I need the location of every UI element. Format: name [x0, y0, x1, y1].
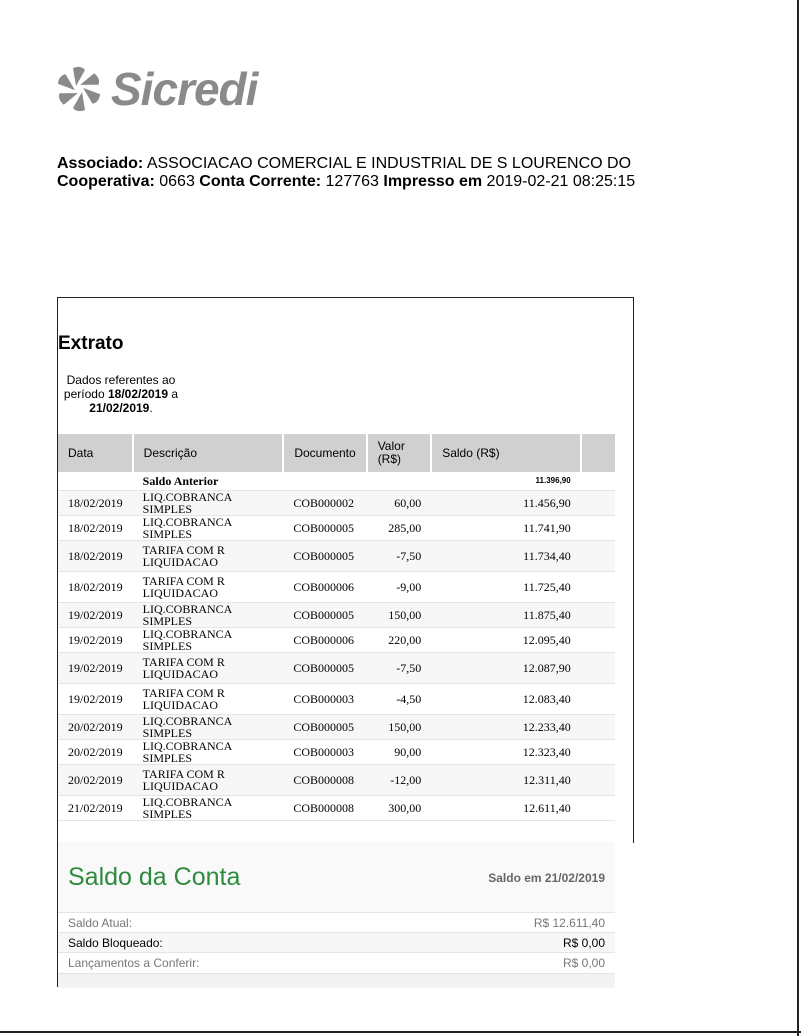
periodo-info: Dados referentes ao período 18/02/2019 a 21/02/2019. [63, 373, 179, 415]
cell-saldo: 12.095,40 [431, 628, 581, 653]
cell-documento: COB000005 [283, 653, 366, 684]
cell-saldo: 11.456,90 [431, 491, 581, 516]
col-extra [581, 434, 615, 472]
col-descricao: Descrição [133, 434, 284, 472]
cell-documento: COB000006 [283, 628, 366, 653]
extrato-table [58, 434, 615, 821]
cell-descricao: LIQ.COBRANCA SIMPLES [133, 740, 284, 765]
cell-documento: COB000006 [283, 572, 366, 603]
table-header-row [58, 434, 615, 472]
cell-data: 19/02/2019 [58, 628, 133, 653]
cell-saldo: 12.611,40 [431, 796, 581, 821]
cell-data: 18/02/2019 [58, 572, 133, 603]
saldo-anterior-row [58, 472, 615, 491]
cell-descricao: TARIFA COM R LIQUIDACAO [133, 653, 284, 684]
saldo-em-date: Saldo em 21/02/2019 [488, 871, 605, 885]
saldo-bloqueado-value: R$ 0,00 [562, 936, 605, 950]
cell-data: 20/02/2019 [58, 765, 133, 796]
table-row [58, 796, 615, 821]
cell-data: 19/02/2019 [58, 653, 133, 684]
cell-data: 18/02/2019 [58, 516, 133, 541]
saldo-atual-value: R$ 12.611,40 [533, 916, 605, 930]
cell-saldo: 12.233,40 [431, 715, 581, 740]
cell-data: 19/02/2019 [58, 603, 133, 628]
cell-documento: COB000005 [283, 541, 366, 572]
page-border-bottom [0, 1031, 801, 1033]
cell-descricao: LIQ.COBRANCA SIMPLES [133, 628, 284, 653]
page-border-right [797, 0, 799, 1036]
cell-valor: -7,50 [367, 541, 432, 572]
sicredi-pinwheel-icon [55, 65, 103, 113]
lancamentos-row [58, 952, 615, 973]
table-row [58, 628, 615, 653]
cell-descricao: LIQ.COBRANCA SIMPLES [133, 491, 284, 516]
cooperativa-line [57, 173, 635, 191]
cell-valor: 300,00 [367, 796, 432, 821]
cell-documento: COB000008 [283, 765, 366, 796]
cell-descricao: TARIFA COM R LIQUIDACAO [133, 541, 284, 572]
lancamentos-label: Lançamentos a Conferir: [68, 956, 200, 970]
cell-descricao: LIQ.COBRANCA SIMPLES [133, 516, 284, 541]
cell-valor: -9,00 [367, 572, 432, 603]
cell-data: 18/02/2019 [58, 491, 133, 516]
cell-descricao: TARIFA COM R LIQUIDACAO [133, 572, 284, 603]
cell-documento: COB000005 [283, 516, 366, 541]
cell-saldo: 11.725,40 [431, 572, 581, 603]
cell-valor: 150,00 [367, 603, 432, 628]
cell-documento: COB000003 [283, 684, 366, 715]
cell-documento: COB000005 [283, 603, 366, 628]
cell-valor: 60,00 [367, 491, 432, 516]
table-row [58, 715, 615, 740]
associado-value: ASSOCIACAO COMERCIAL E INDUSTRIAL DE S LOURENCO DO [146, 155, 632, 172]
account-header [57, 155, 635, 191]
periodo-intro: Dados referentes ao período [63, 373, 176, 401]
periodo-a: a [171, 387, 179, 401]
cell-data: 20/02/2019 [58, 715, 133, 740]
sicredi-logo [55, 62, 257, 116]
cell-data: 19/02/2019 [58, 684, 133, 715]
cell-documento: COB000008 [283, 796, 366, 821]
saldo-bloqueado-row [58, 932, 615, 953]
table-row [58, 572, 615, 603]
cell-saldo: 11.875,40 [431, 603, 581, 628]
table-row [58, 653, 615, 684]
cell-valor: -7,50 [367, 653, 432, 684]
cell-valor: -4,50 [367, 684, 432, 715]
table-row [58, 541, 615, 572]
saldo-anterior-value: 11.396,90 [431, 472, 581, 491]
table-row [58, 491, 615, 516]
cell-saldo: 12.311,40 [431, 765, 581, 796]
saldo-atual-label: Saldo Atual: [68, 916, 133, 930]
cell-saldo: 12.087,90 [431, 653, 581, 684]
cell-descricao: TARIFA COM R LIQUIDACAO [133, 684, 284, 715]
periodo-fim: 21/02/2019 [89, 401, 150, 415]
impresso-label: Impresso em [383, 173, 483, 190]
cell-data: 18/02/2019 [58, 541, 133, 572]
lancamentos-value: R$ 0,00 [562, 956, 605, 970]
cell-data: 20/02/2019 [58, 740, 133, 765]
cell-descricao: LIQ.COBRANCA SIMPLES [133, 796, 284, 821]
impresso-value: 2019-02-21 08:25:15 [486, 173, 636, 190]
cell-valor: 90,00 [367, 740, 432, 765]
saldo-atual-row [58, 912, 615, 933]
saldo-anterior-label: Saldo Anterior [133, 472, 284, 491]
cell-valor: 220,00 [367, 628, 432, 653]
saldo-footer-bar [58, 973, 615, 988]
table-row [58, 765, 615, 796]
col-valor: Valor (R$) [367, 434, 432, 472]
logo-wordmark: Sicredi [111, 63, 258, 115]
cell-documento: COB000005 [283, 715, 366, 740]
cell-documento: COB000002 [283, 491, 366, 516]
table-row [58, 603, 615, 628]
cell-documento: COB000003 [283, 740, 366, 765]
saldo-bloqueado-label: Saldo Bloqueado: [68, 936, 163, 950]
conta-value: 127763 [325, 173, 379, 190]
table-row [58, 516, 615, 541]
cell-saldo: 11.741,90 [431, 516, 581, 541]
cell-saldo: 12.083,40 [431, 684, 581, 715]
table-row [58, 740, 615, 765]
cooperativa-value: 0663 [159, 173, 195, 190]
cell-descricao: TARIFA COM R LIQUIDACAO [133, 765, 284, 796]
cell-descricao: LIQ.COBRANCA SIMPLES [133, 603, 284, 628]
extrato-title: Extrato [58, 333, 124, 354]
cell-valor: 150,00 [367, 715, 432, 740]
saldo-conta-title: Saldo da Conta [68, 863, 241, 891]
cell-valor: 285,00 [367, 516, 432, 541]
associado-label: Associado: [57, 155, 144, 172]
cell-saldo: 12.323,40 [431, 740, 581, 765]
col-documento: Documento [283, 434, 366, 472]
col-data: Data [58, 434, 133, 472]
table-row [58, 684, 615, 715]
cell-saldo: 11.734,40 [431, 541, 581, 572]
conta-label: Conta Corrente: [199, 173, 322, 190]
associado-line [57, 155, 635, 173]
col-saldo: Saldo (R$) [431, 434, 581, 472]
cooperativa-label: Cooperativa: [57, 173, 155, 190]
cell-valor: -12,00 [367, 765, 432, 796]
cell-data: 21/02/2019 [58, 796, 133, 821]
periodo-inicio: 18/02/2019 [107, 387, 169, 401]
cell-descricao: LIQ.COBRANCA SIMPLES [133, 715, 284, 740]
